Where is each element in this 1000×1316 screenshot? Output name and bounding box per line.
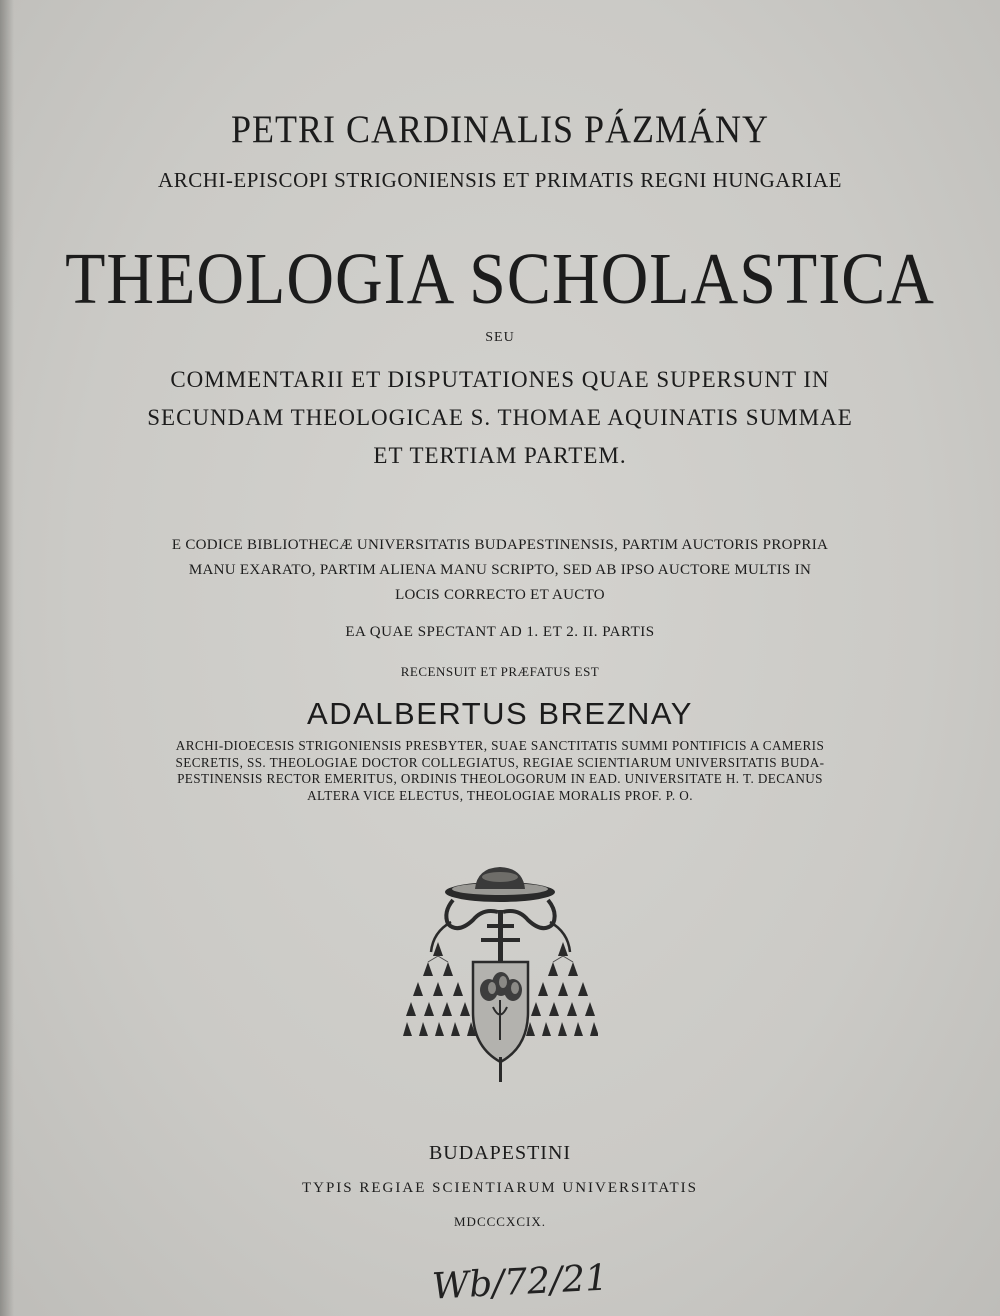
subtitle-line: ET TERTIAM PARTEM.: [373, 443, 627, 468]
handwritten-shelfmark: [420, 1252, 620, 1312]
source-line: MANU EXARATO, PARTIM ALIENA MANU SCRIPTO, SED AB IPSO AUCTORE MULTIS IN: [188, 562, 812, 578]
subtitle: [0, 361, 1000, 475]
cardinal-coat-of-arms-icon: [403, 862, 598, 1087]
credentials-line: ALTERA VICE ELECTUS, THEOLOGIAE MORALIS PROF. P. O.: [307, 787, 693, 803]
imprint-place: BUDAPESTINI: [428, 1142, 572, 1164]
credentials-line: ARCHI-DIOECESIS STRIGONIENSIS PRESBYTER, SUAE SANCTITATIS SUMMI PONTIFICIS A CAMERIS: [175, 738, 825, 753]
author-line: PETRI CARDINALIS PÁZMÁNY: [230, 107, 770, 151]
editor-intro: RECENSUIT ET PRÆFATUS EST: [400, 664, 600, 679]
source-line: E CODICE BIBLIOTHECÆ UNIVERSITATIS BUDAPESTINENSIS, PARTIM AUCTORIS PROPRIA: [171, 537, 829, 553]
subtitle-line: COMMENTARII ET DISPUTATIONES QUAE SUPERSUNT IN: [170, 367, 830, 392]
imprint-printer: TYPIS REGIAE SCIENTIARUM UNIVERSITATIS: [301, 1180, 699, 1196]
imprint-year: MDCCCXCIX.: [454, 1214, 546, 1229]
editor-credentials: [0, 738, 1000, 804]
author-title: ARCHI-EPISCOPI STRIGONIENSIS ET PRIMATIS REGNI HUNGARIAE: [158, 168, 842, 192]
subtitle-line: SECUNDAM THEOLOGICAE S. THOMAE AQUINATIS SUMMAE: [147, 405, 853, 430]
connector-word: SEU: [485, 330, 515, 345]
source-line: LOCIS CORRECTO ET AUCTO: [395, 587, 605, 603]
credentials-line: PESTINENSIS RECTOR EMERITUS, ORDINIS THEOLOGORUM IN EAD. UNIVERSITATE H. T. DECANUS: [177, 771, 823, 786]
scope-line: EA QUAE SPECTANT AD 1. ET 2. II. PARTIS: [345, 624, 655, 640]
editor-name: ADALBERTUS BREZNAY: [307, 696, 693, 731]
main-title: THEOLOGIA SCHOLASTICA: [65, 239, 935, 320]
credentials-line: SECRETIS, SS. THEOLOGIAE DOCTOR COLLEGIATUS, REGIAE SCIENTIARUM UNIVERSITATIS BUDA-: [175, 754, 825, 770]
page-edge-shadow: [0, 0, 14, 1316]
shelfmark-text: Wb/72/21: [431, 1257, 609, 1308]
source-statement: [0, 533, 1000, 608]
